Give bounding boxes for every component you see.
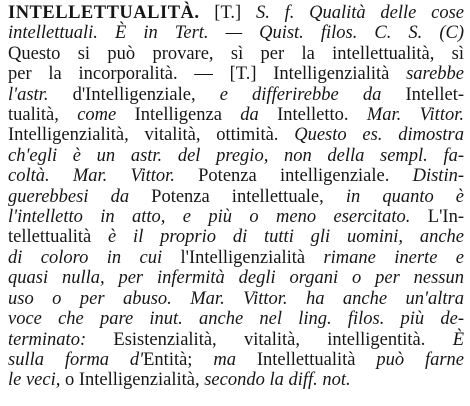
italic-text-segment: secondo la diff. not. xyxy=(204,370,351,391)
entry-line xyxy=(8,227,464,247)
italic-text-segment: sarebbe xyxy=(406,64,464,85)
italic-text-segment: Mar. Vittor. xyxy=(366,105,464,126)
entry-line xyxy=(8,44,464,64)
entry-line xyxy=(8,370,464,390)
italic-text-segment: Questo es. dimostra xyxy=(294,125,464,146)
entry-line xyxy=(8,248,464,268)
italic-text-segment: terminato: xyxy=(8,329,87,350)
text-segment: Intellettualità xyxy=(235,349,377,370)
italic-text-segment: Distin- xyxy=(412,166,464,187)
text-segment: tualità, xyxy=(8,105,78,126)
entry-line xyxy=(8,207,464,227)
text-segment: tellettualità xyxy=(8,227,109,248)
text-segment: Intellet- xyxy=(381,84,464,105)
text-segment: Intelligenzialità, vitalità, ottimità. xyxy=(8,125,295,146)
entry-line xyxy=(8,187,464,207)
text-segment: Intelligenza xyxy=(116,105,241,126)
entry-line xyxy=(8,125,464,145)
entry-line xyxy=(8,268,464,288)
italic-text-segment: rimane inerte e xyxy=(323,247,465,268)
italic-text-segment: È xyxy=(452,329,464,350)
text-segment: per la incorporalità. — [T.] Intelligenzialità xyxy=(8,64,407,85)
entry-line xyxy=(8,3,464,23)
italic-text-segment: guerebbesi da xyxy=(8,186,130,207)
italic-text-segment: in quanto è xyxy=(345,186,464,207)
headword: INTELLETTUALITÀ. xyxy=(8,3,200,23)
entry-line xyxy=(8,85,464,105)
entry-line xyxy=(8,309,464,329)
text-segment: Intelletto. xyxy=(258,105,367,126)
text-segment: Potenza intelligenziale. xyxy=(174,166,413,187)
italic-text-segment: come xyxy=(77,105,117,126)
entry-line xyxy=(8,350,464,370)
italic-text-segment: S. f. Qualità delle cose xyxy=(255,3,464,23)
italic-text-segment: sulla forma d' xyxy=(8,349,144,370)
text-segment: Entità; xyxy=(143,349,214,370)
text-segment: o Intelligenzialità, xyxy=(60,370,205,391)
text-segment: Questo si può provare, sì per la intellettualità, sì xyxy=(8,43,464,64)
italic-text-segment: le veci, xyxy=(8,370,61,391)
text-segment: l'Intelligenzialità xyxy=(162,247,324,268)
italic-text-segment: voce che pare inut. anche nel ling. filos. più de- xyxy=(8,309,464,330)
italic-text-segment: coltà. Mar. Vittor. xyxy=(8,166,175,187)
text-segment: [T.] xyxy=(199,3,256,23)
dictionary-entry-intellettualita xyxy=(8,3,464,391)
text-segment: d'Intelligenziale, xyxy=(48,84,220,105)
entry-line xyxy=(8,105,464,125)
italic-text-segment: da xyxy=(240,105,259,126)
entry-line xyxy=(8,64,464,84)
italic-text-segment: uso o per abuso. Mar. Vittor. ha anche un'altra xyxy=(8,288,464,309)
italic-text-segment: e differirebbe da xyxy=(219,84,382,105)
italic-text-segment: è il proprio di tutti gli uomini, anche xyxy=(108,227,464,248)
entry-line xyxy=(8,23,464,43)
italic-text-segment: l'astr. xyxy=(8,84,49,105)
italic-text-segment: l'intelletto in atto, e più o meno esercitato. xyxy=(8,207,411,228)
entry-line xyxy=(8,289,464,309)
text-segment: Esistenzialità, vitalità, intelligentità. xyxy=(86,329,453,350)
entry-line xyxy=(8,330,464,350)
text-segment: Potenza intellettuale, xyxy=(129,186,346,207)
italic-text-segment: ch'egli è un astr. del pregio, non della sempl. fa- xyxy=(8,145,464,166)
italic-text-segment: quasi nulla, per infermità degli organi o per nessun xyxy=(8,268,464,289)
italic-text-segment: ma xyxy=(213,349,236,370)
text-segment: L'In- xyxy=(410,207,464,228)
italic-text-segment: di coloro in cui xyxy=(8,247,163,268)
italic-text-segment: può farne xyxy=(376,349,464,370)
entry-line xyxy=(8,146,464,166)
italic-text-segment: intellettuali. È in Tert. — Quist. filos. C. S. (C) xyxy=(8,23,464,44)
entry-line xyxy=(8,166,464,186)
